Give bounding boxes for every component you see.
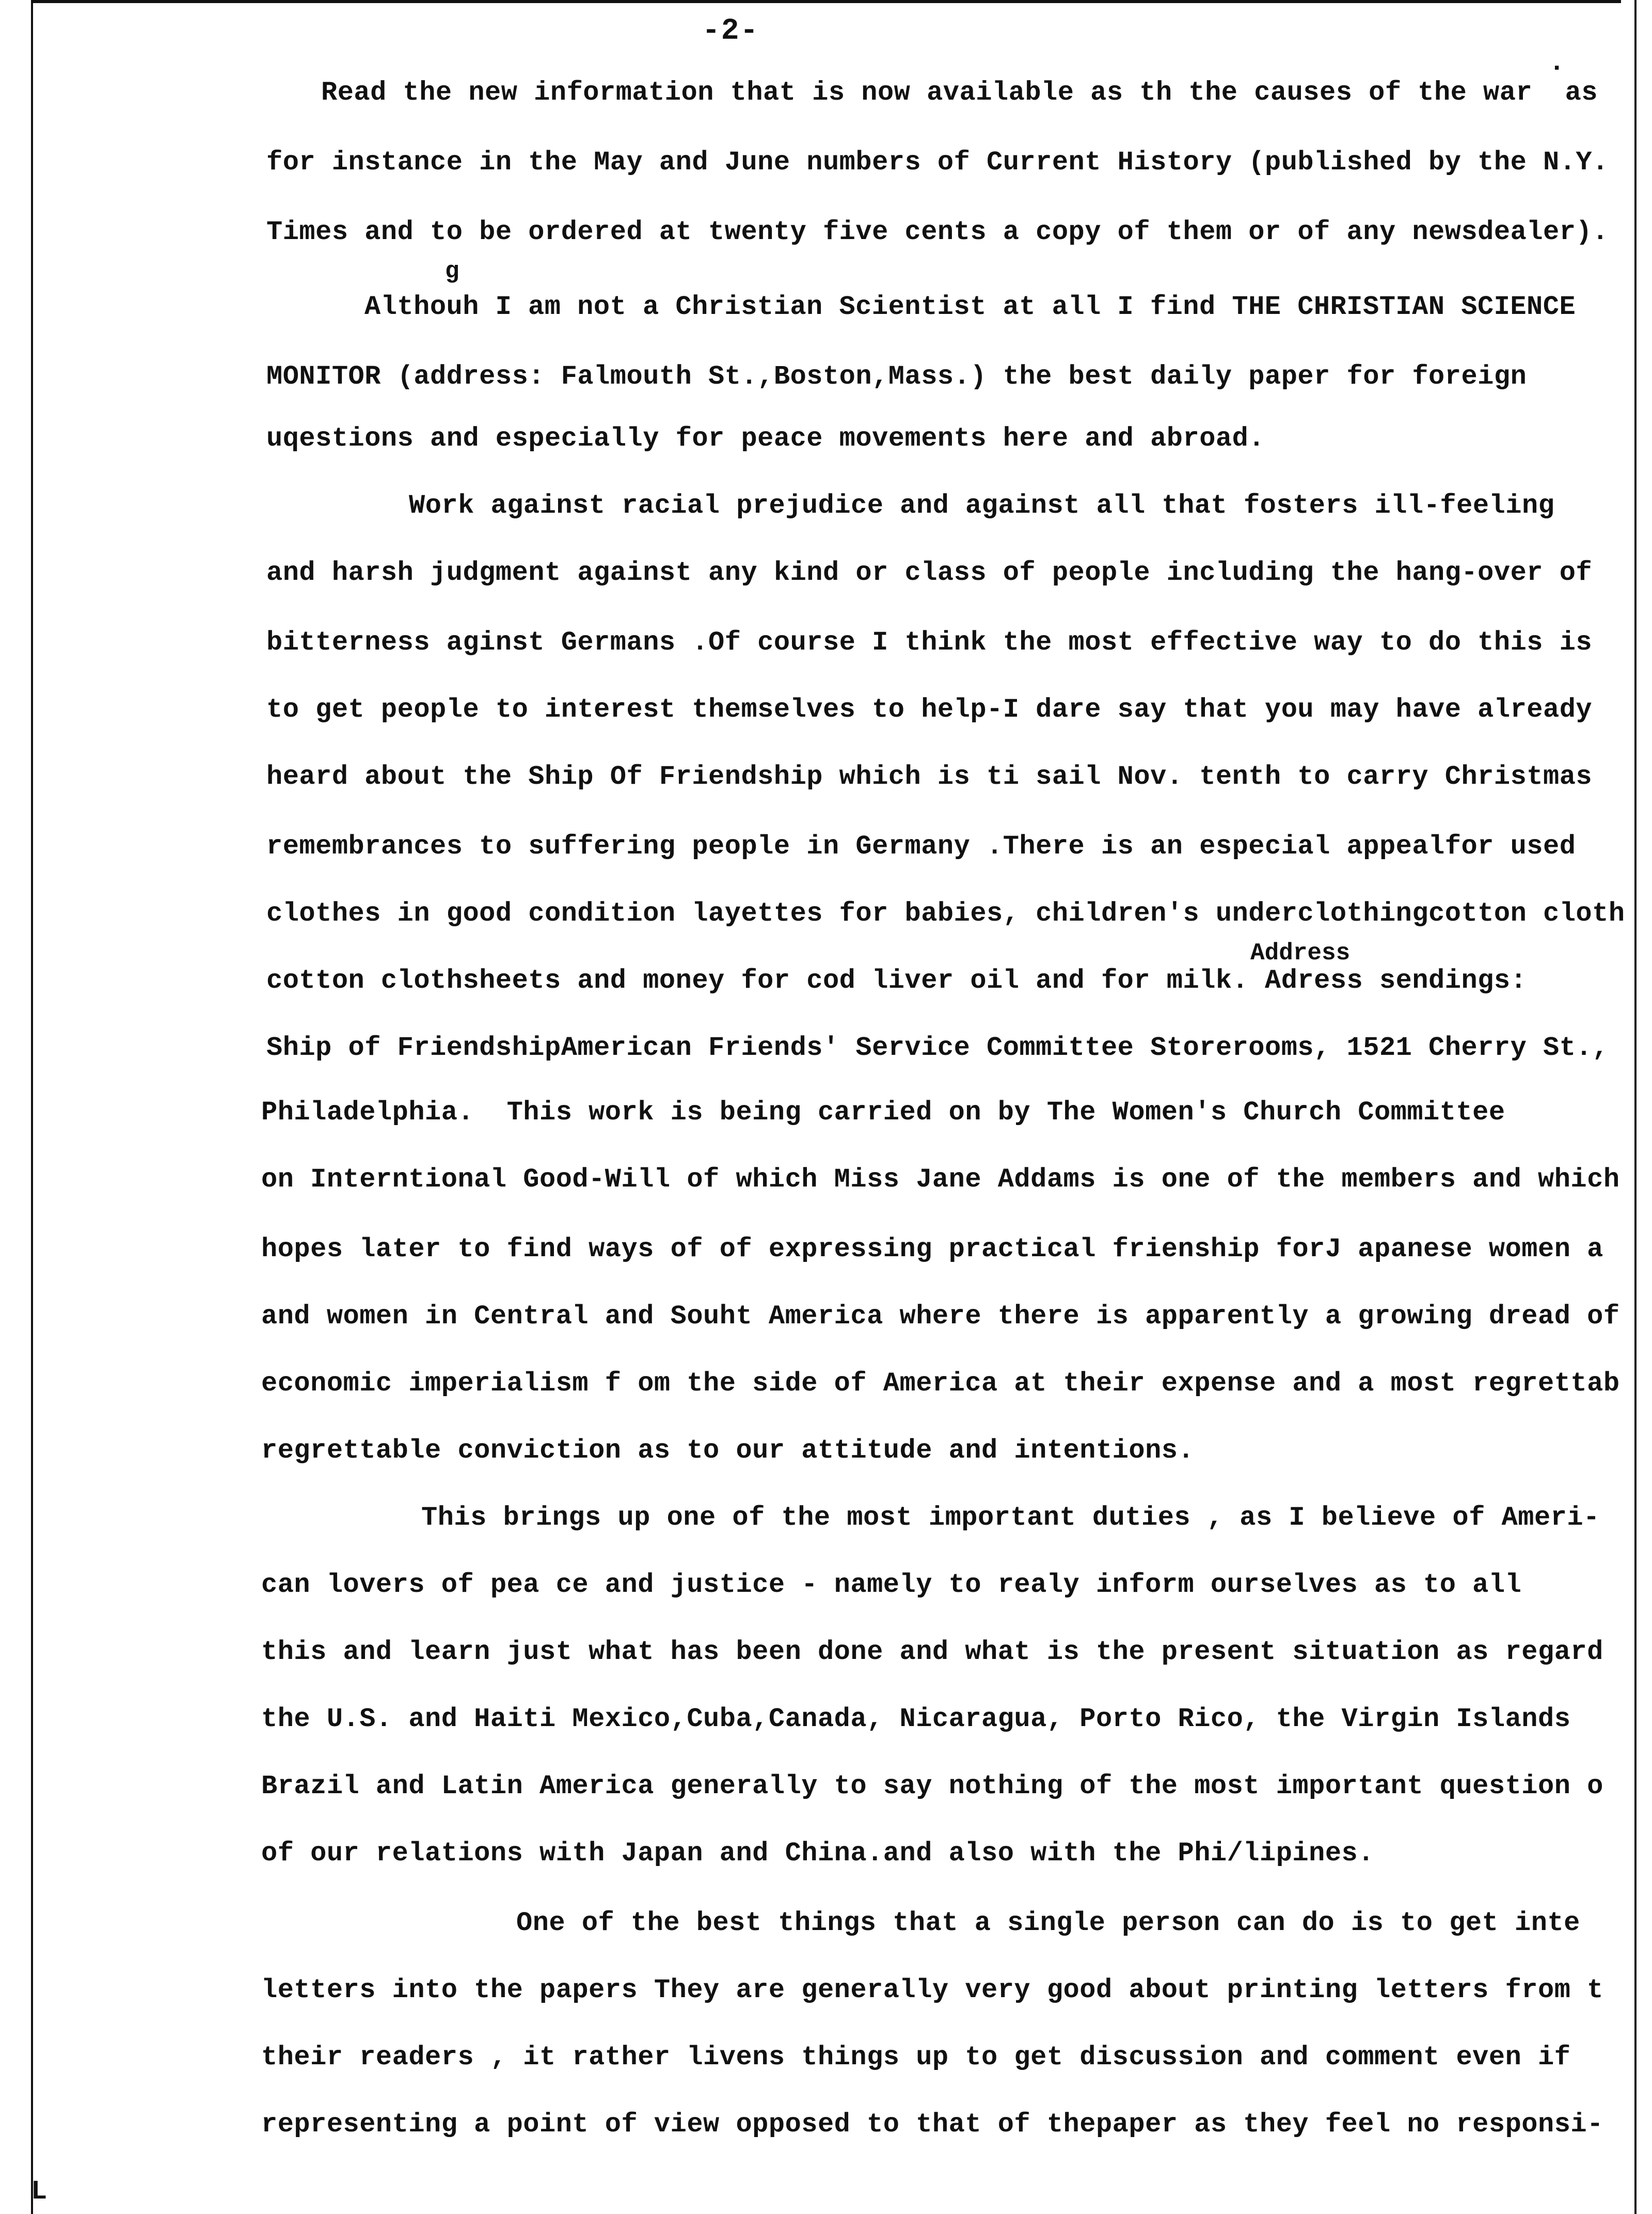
text-line: and harsh judgment against any kind or class of people including the hang-over of: [266, 558, 1593, 588]
text-line: Ship of FriendshipAmerican Friends' Service Committee Storerooms, 1521 Cherry St.,: [266, 1033, 1609, 1063]
text-line: on Interntional Good-Will of which Miss Jane Addams is one of the members and which: [261, 1164, 1620, 1195]
text-line: regrettable conviction as to our attitude and intentions.: [261, 1435, 1195, 1466]
page-number: -2-: [702, 14, 759, 48]
text-line: Read the new information that is now available as th the causes of the war as: [321, 77, 1598, 108]
text-line: Brazil and Latin America generally to say nothing of the most important question o: [261, 1771, 1603, 1801]
text-line: the U.S. and Haiti Mexico,Cuba,Canada, Nicaragua, Porto Rico, the Virgin Islands: [261, 1704, 1571, 1734]
text-line: cotton clothsheets and money for cod liver oil and for milk. Adress sendings:: [266, 966, 1527, 996]
text-line: One of the best things that a single person can do is to get inte: [516, 1908, 1580, 1938]
page-scan-edge-top: [31, 0, 1621, 3]
text-line: Work against racial prejudice and against all that fosters ill-feeling: [409, 491, 1555, 521]
text-line: for instance in the May and June numbers of Current History (published by the N.Y.: [266, 147, 1609, 178]
text-line: clothes in good condition layettes for babies, children's underclothingcotton cloth: [266, 898, 1625, 929]
typed-insertion-address: Address: [1250, 940, 1351, 967]
text-line: Althouh I am not a Christian Scientist at all I find THE CHRISTIAN SCIENCE: [364, 292, 1576, 322]
text-line: this and learn just what has been done and what is the present situation as regard: [261, 1637, 1603, 1667]
handwritten-insertion-g: g: [445, 258, 459, 285]
text-line: Philadelphia. This work is being carried on by The Women's Church Committee: [261, 1097, 1505, 1128]
text-line: MONITOR (address: Falmouth St.,Boston,Mass.) the best daily paper for foreign: [266, 361, 1527, 392]
text-line: bitterness aginst Germans .Of course I think the most effective way to do this is: [266, 627, 1593, 658]
text-line: representing a point of view opposed to that of thepaper as they feel no responsi-: [261, 2109, 1603, 2140]
page-scan-edge-right: [1634, 0, 1637, 2214]
text-line: hopes later to find ways of of expressing practical frienship forJ apanese women a: [261, 1234, 1603, 1264]
text-line: heard about the Ship Of Friendship which is ti sail Nov. tenth to carry Christmas: [266, 762, 1593, 792]
text-line: This brings up one of the most important duties , as I believe of Ameri-: [421, 1503, 1600, 1533]
page-scan-edge-left: [31, 0, 33, 2214]
text-line: letters into the papers They are generally very good about printing letters from t: [261, 1975, 1603, 2005]
text-line: of our relations with Japan and China.and also with the Phi/lipines.: [261, 1838, 1374, 1869]
corner-mark: L: [31, 2176, 47, 2207]
text-line: their readers , it rather livens things up to get discussion and comment even if: [261, 2042, 1571, 2073]
text-line: can lovers of pea ce and justice - namely to realy inform ourselves as to all: [261, 1570, 1522, 1600]
ink-mark: .: [1549, 48, 1565, 78]
text-line: remembrances to suffering people in Germany .There is an especial appealfor used: [266, 831, 1576, 862]
text-line: and women in Central and Souht America where there is apparently a growing dread of: [261, 1301, 1620, 1332]
text-line: uqestions and especially for peace movements here and abroad.: [266, 423, 1265, 454]
text-line: Times and to be ordered at twenty five cents a copy of them or of any newsdealer).: [266, 217, 1609, 247]
text-line: economic imperialism f om the side of America at their expense and a most regrettab: [261, 1368, 1620, 1399]
text-line: to get people to interest themselves to help-I dare say that you may have already: [266, 694, 1593, 725]
